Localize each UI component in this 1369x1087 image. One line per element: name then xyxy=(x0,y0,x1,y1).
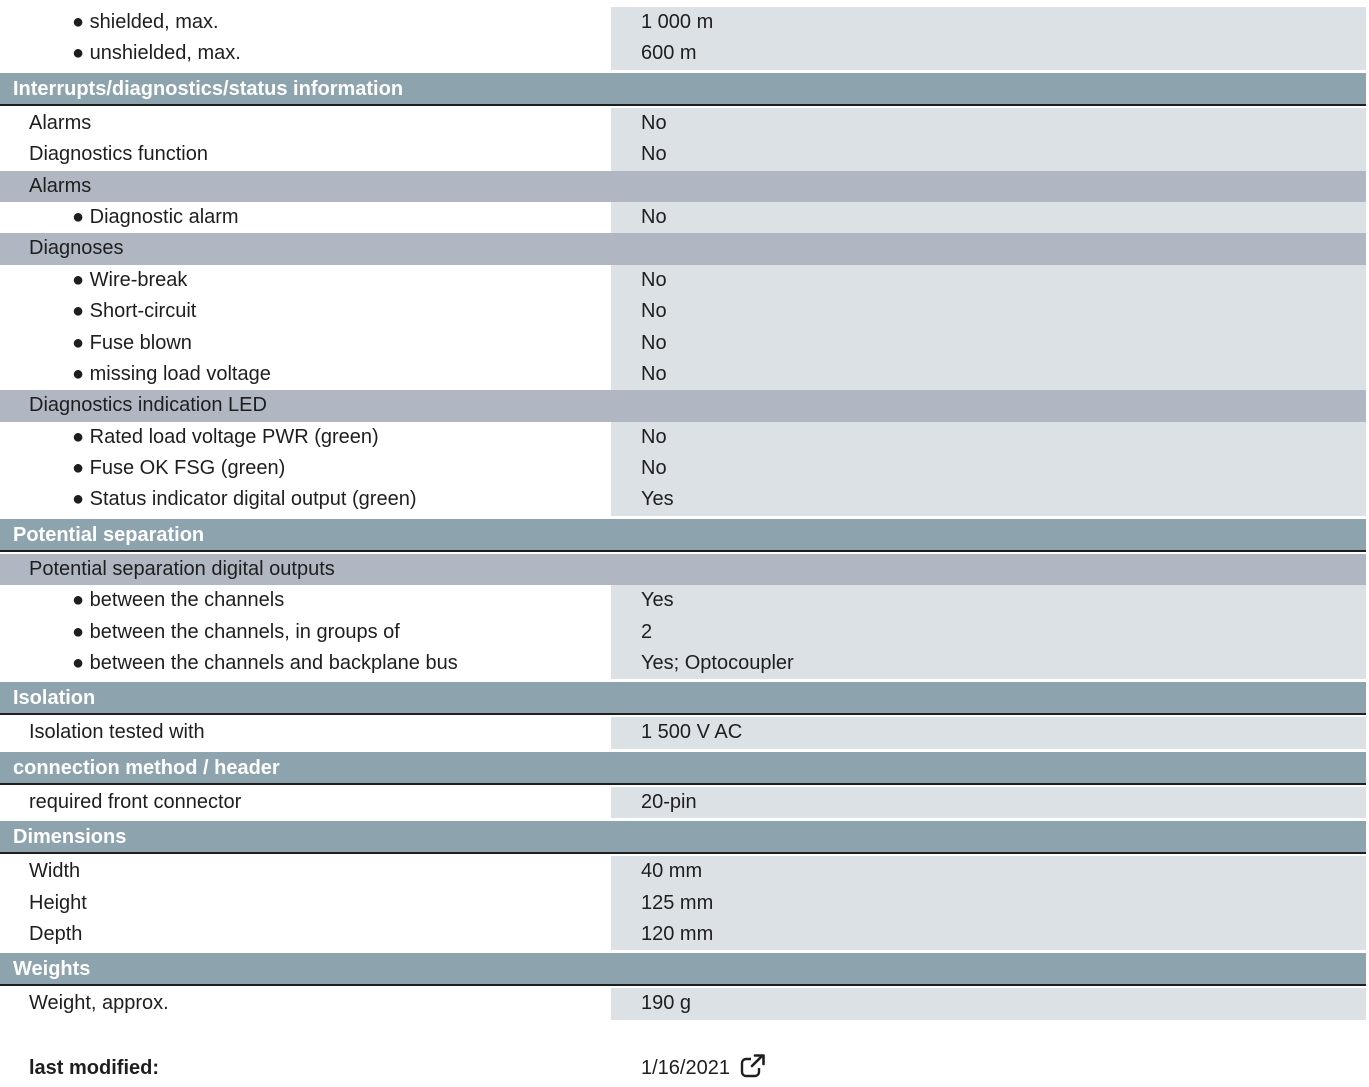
row-label: ● Diagnostic alarm xyxy=(0,202,611,233)
last-modified-date: 1/16/2021 xyxy=(641,1056,730,1079)
section-header-connection: connection method / header xyxy=(0,752,1366,785)
table-row xyxy=(0,453,1366,484)
row-label: Diagnostics function xyxy=(0,139,611,170)
table-row xyxy=(0,988,1366,1019)
table-row xyxy=(0,617,1366,648)
table-row xyxy=(0,296,1366,327)
row-value: No xyxy=(611,296,1366,327)
table-row xyxy=(0,422,1366,453)
row-value: 1 000 m xyxy=(611,7,1366,38)
row-value: 40 mm xyxy=(611,856,1366,887)
subheader-diagnostics-led: Diagnostics indication LED xyxy=(0,390,1366,421)
row-value: 120 mm xyxy=(611,919,1366,950)
row-label: ● missing load voltage xyxy=(0,359,611,390)
section-header-weights: Weights xyxy=(0,953,1366,986)
row-label: Isolation tested with xyxy=(0,717,611,748)
section-header-potential-separation: Potential separation xyxy=(0,519,1366,552)
row-value: No xyxy=(611,139,1366,170)
table-row xyxy=(0,888,1366,919)
table-row xyxy=(0,787,1366,818)
table-row xyxy=(0,856,1366,887)
row-value: No xyxy=(611,422,1366,453)
external-link-icon[interactable] xyxy=(740,1053,766,1079)
row-label: ● between the channels and backplane bus xyxy=(0,648,611,679)
row-label: ● Rated load voltage PWR (green) xyxy=(0,422,611,453)
table-row xyxy=(0,38,1366,69)
section-header-isolation: Isolation xyxy=(0,682,1366,715)
section-header-dimensions: Dimensions xyxy=(0,821,1366,854)
row-value: Yes xyxy=(611,585,1366,616)
row-value: 1 500 V AC xyxy=(611,717,1366,748)
table-row xyxy=(0,484,1366,515)
table-row xyxy=(0,7,1366,38)
row-value: No xyxy=(611,328,1366,359)
table-row xyxy=(0,328,1366,359)
subheader-diagnoses: Diagnoses xyxy=(0,233,1366,264)
row-label: ● Fuse blown xyxy=(0,328,611,359)
table-row xyxy=(0,359,1366,390)
table-row xyxy=(0,265,1366,296)
row-value: No xyxy=(611,265,1366,296)
row-label: ● Wire-break xyxy=(0,265,611,296)
last-modified-label: last modified: xyxy=(29,1056,160,1079)
row-value: 600 m xyxy=(611,38,1366,69)
row-value: No xyxy=(611,202,1366,233)
last-modified-value xyxy=(611,1054,766,1082)
row-value: No xyxy=(611,108,1366,139)
row-value: 190 g xyxy=(611,988,1366,1019)
row-value: No xyxy=(611,359,1366,390)
table-row xyxy=(0,717,1366,748)
row-label: ● Short-circuit xyxy=(0,296,611,327)
row-label: ● unshielded, max. xyxy=(0,38,611,69)
subheader-alarms: Alarms xyxy=(0,171,1366,202)
row-value: Yes xyxy=(611,484,1366,515)
row-value: No xyxy=(611,453,1366,484)
row-label: required front connector xyxy=(0,787,611,818)
row-label: Depth xyxy=(0,919,611,950)
row-label: ● between the channels xyxy=(0,585,611,616)
row-label: ● shielded, max. xyxy=(0,7,611,38)
table-row xyxy=(0,139,1366,170)
row-value: 125 mm xyxy=(611,888,1366,919)
row-label: ● between the channels, in groups of xyxy=(0,617,611,648)
table-row xyxy=(0,108,1366,139)
row-label: Alarms xyxy=(0,108,611,139)
table-row xyxy=(0,919,1366,950)
subheader-potential-separation-outputs: Potential separation digital outputs xyxy=(0,554,1366,585)
row-label: Weight, approx. xyxy=(0,988,611,1019)
row-value: 2 xyxy=(611,617,1366,648)
row-label: ● Fuse OK FSG (green) xyxy=(0,453,611,484)
row-value: 20-pin xyxy=(611,787,1366,818)
table-row xyxy=(0,202,1366,233)
row-label: ● Status indicator digital output (green) xyxy=(0,484,611,515)
row-label: Height xyxy=(0,888,611,919)
row-value: Yes; Optocoupler xyxy=(611,648,1366,679)
table-row xyxy=(0,648,1366,679)
row-label: Width xyxy=(0,856,611,887)
last-modified-row xyxy=(0,1054,1366,1082)
table-row xyxy=(0,585,1366,616)
section-header-interrupts: Interrupts/diagnostics/status information xyxy=(0,73,1366,106)
